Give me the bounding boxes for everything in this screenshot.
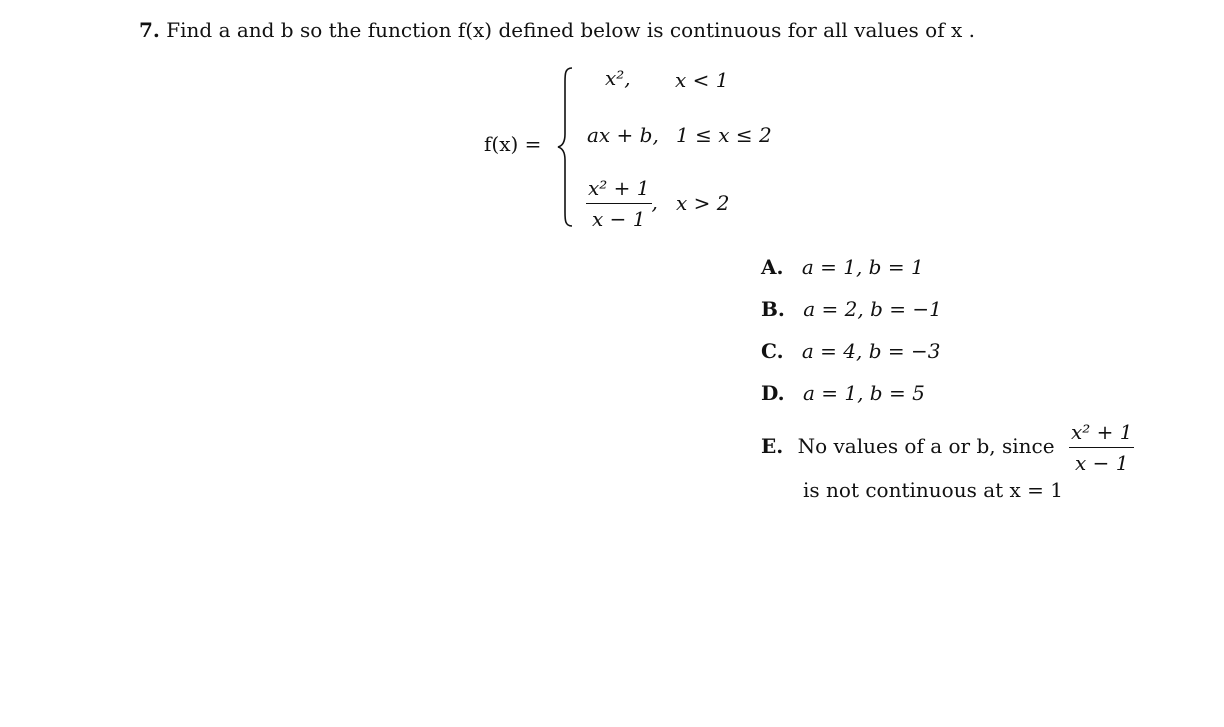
case-1-expression: x², xyxy=(605,66,631,90)
question-number: 7. xyxy=(139,18,160,42)
choice-d-text: a = 1, b = 5 xyxy=(802,381,925,405)
choice-e-denominator: x − 1 xyxy=(1074,451,1129,475)
choice-d xyxy=(761,381,925,405)
case-3-condition: x > 2 xyxy=(676,191,730,215)
choice-e-letter: E. xyxy=(761,434,784,458)
choice-e-text: No values of a or b, since xyxy=(797,434,1055,458)
choice-e-fraction xyxy=(1069,420,1135,475)
case-1-condition: x < 1 xyxy=(675,68,729,92)
choice-c-letter: C. xyxy=(761,339,784,363)
case-2-condition: 1 ≤ x ≤ 2 xyxy=(676,123,772,147)
case-3-suffix: , xyxy=(651,190,658,214)
choice-a xyxy=(761,255,924,279)
case-3-numerator: x² + 1 xyxy=(586,176,652,204)
case-3-fraction xyxy=(586,176,652,231)
choice-d-letter: D. xyxy=(761,381,785,405)
choice-e-continuation: is not continuous at x = 1 xyxy=(803,478,1063,502)
choice-b-letter: B. xyxy=(761,297,785,321)
question-text: Find a and b so the function f(x) defined below is continuous for all values of x . xyxy=(166,18,975,42)
choice-a-letter: A. xyxy=(761,255,784,279)
choice-e xyxy=(761,420,1134,475)
choice-a-text: a = 1, b = 1 xyxy=(801,255,924,279)
case-3-denominator: x − 1 xyxy=(592,207,646,231)
case-2-expression: ax + b, xyxy=(587,123,659,147)
function-label: f(x) = xyxy=(484,132,542,156)
question-line xyxy=(139,18,975,42)
choice-c-text: a = 4, b = −3 xyxy=(801,339,941,363)
case-3-expression xyxy=(586,176,658,231)
choice-c xyxy=(761,339,940,363)
choice-b xyxy=(761,297,942,321)
choice-e-numerator: x² + 1 xyxy=(1069,420,1135,448)
choice-b-text: a = 2, b = −1 xyxy=(803,297,942,321)
left-brace-icon xyxy=(556,66,576,228)
